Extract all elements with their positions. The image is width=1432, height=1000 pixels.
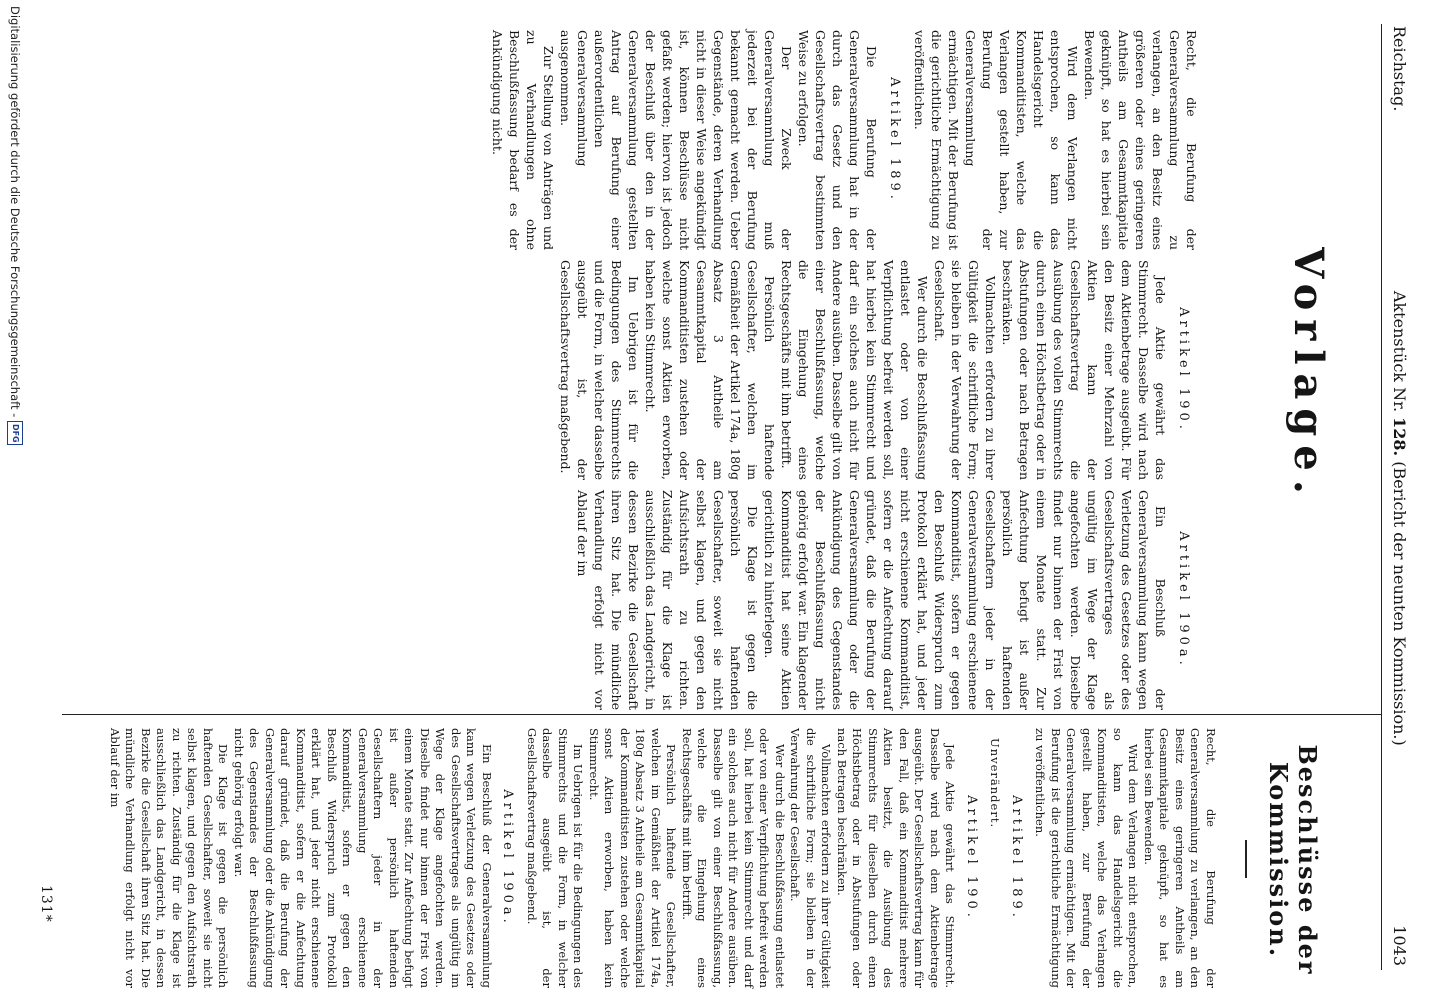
text-column-3 bbox=[574, 490, 1200, 710]
paragraph: Persönlich haftende Gesellschafter, welchen im Gemäßheit der Artikel 174a, 180g Absatz 3 Antheile am Gesammtkapital der Kommanditisten zustehen oder welche sonst Aktien erworben, haben kein Stimmrecht. bbox=[587, 728, 679, 988]
paragraph: Wer durch die Beschlußfassung entlastet oder von einer Verpflichtung befreit werden soll, hat hierbei kein Stimmrecht und darf ein solches auch nicht für Andere ausüben. Dasselbe gilt von einer Beschlußfassung, welche die Eingehung eines Rechtsgeschäfts mit ihm betrifft. bbox=[779, 260, 930, 480]
paragraph: Die Klage ist gegen die persönlich haftenden Gesellschafter, soweit sie nicht selbst klagen, und gegen den Aufsichtsrath zu richten. Zuständig für die Klage ist ausschließlich das Landgericht, in dessen Bezirke die Gesellschaft ihren Sitz hat. Die mündliche Verhandlung erfolgt nicht vor Ablauf der im bbox=[108, 728, 231, 988]
header-left: Reichstag. bbox=[1390, 26, 1410, 112]
column-divider bbox=[62, 714, 1382, 715]
article-heading: Artikel 190a. bbox=[500, 789, 516, 927]
page-number: 1043 bbox=[1390, 925, 1410, 966]
heading-rule bbox=[1245, 840, 1247, 878]
paragraph: Recht, die Berufung der Generalversammlung zu verlangen, an den Besitz eines geringeren Antheils am Gesammtkapitale geknüpft, so hat es hierbei sein Bewenden. bbox=[1142, 728, 1218, 988]
text-column-2 bbox=[557, 260, 1200, 480]
paragraph: Jede Aktie gewährt das Stimmrecht. Dasselbe wird nach dem Aktienbetrage ausgeübt. Der Gesellschaftsvertrag kann für den Fall, daß ein Kommanditist mehrere Aktien besitzt, die Ausübung des Stimmrechts für dieselben durch einen Höchstbetrag oder in Abstufungen oder nach Betragen beschränken. bbox=[835, 728, 958, 988]
credit-text: Digitalisierung gefördert durch die Deutsche Forschungsgemeinschaft - bbox=[8, 6, 22, 418]
paragraph: Persönlich haftende Gesellschafter, welchen im Gemäßheit der Artikel 174a, 180g Absatz 3 Antheile am Gesammtkapital der Kommanditisten zustehen oder welche sonst Aktien erworben, haben kein Stimmrecht. bbox=[643, 260, 777, 480]
text-column-1 bbox=[489, 30, 1200, 250]
text-column-4 bbox=[107, 728, 1219, 988]
paragraph: Recht, die Berufung der Generalversammlung zu verlangen, an den Besitz eines größeren oder eines geringeren Antheils am Gesammtkapitale geknüpft, so hat es hierbei sein Bewenden. bbox=[1082, 30, 1199, 250]
paragraph: Wird dem Verlangen nicht entsprochen, so kann das Handelsgericht die Kommanditisten, welche das Verlangen gestellt haben, zur Berufung der Generalversammlung ermächtigen. Mit der Berufung ist die gerichtliche Ermächtigung zu veröffentlichen. bbox=[1033, 728, 1141, 988]
header-right-prefix: (Bericht der neunten Kommission.) bbox=[1390, 461, 1410, 746]
header-center bbox=[1391, 291, 1410, 746]
article-heading: Artikel 189. bbox=[887, 77, 902, 203]
article-heading: Artikel 189. bbox=[1009, 795, 1024, 921]
paragraph: Die Klage ist gegen die persönlich haftenden Gesellschafter, soweit sie nicht selbst klagen, und gegen den Aufsichtsrath zu richten. Zuständig für die Klage ist ausschließlich das Landgericht, in dessen Bezirke die Gesellschaft ihren Sitz hat. Die mündliche Verhandlung erfolgt nicht vor Ablauf der im bbox=[575, 490, 760, 710]
running-header bbox=[1388, 26, 1412, 966]
unchanged-note: Unverändert. bbox=[988, 738, 1003, 829]
header-center-prefix: Aktenstück Nr. bbox=[1390, 290, 1410, 413]
digitization-credit bbox=[6, 6, 24, 706]
header-center-number: 128. bbox=[1390, 417, 1410, 457]
paragraph: Zur Stellung von Anträgen und zu Verhandlungen ohne Beschlußfassung bedarf es der Ankündigung nicht. bbox=[490, 30, 556, 250]
article-heading: Artikel 190a. bbox=[1176, 531, 1191, 669]
paragraph: Jede Aktie gewährt das Stimmrecht. Dasselbe wird nach dem Aktienbetrage ausgeübt. Für den Besitz einer Mehrzahl von Aktien kann der Gesellschaftsvertrag die Ausübung des vollen Stimmrechts durch einen Höchstbetrag oder in Abstufungen oder nach Betragen beschränken. bbox=[1000, 260, 1168, 480]
heading-vorlage: Vorlage. bbox=[1285, 247, 1332, 503]
paragraph: Vollmachten erfordern zu ihrer Gültigkeit die schriftliche Form; sie bleiben in der Verwahrung der Gesellschaft. bbox=[932, 260, 998, 480]
paragraph: Ein Beschluß der Generalversammlung kann wegen Verletzung des Gesetzes oder des Gesellschaftsvertrages als ungültig im Wege der Klage angefochten werden. Dieselbe findet nur binnen der Frist von einem Monate statt. Zur Anfechtung befugt ist außer persönlich haftenden Gesellschaftern jeder in der Generalversammlung erschienene Kommanditist, sofern er gegen den Beschluß Widerspruch zum Protokoll erklärt hat, und jeder nicht erschienene Kommanditist, sofern er die Anfechtung darauf gründet, daß die Berufung der Generalversammlung oder die Ankündigung des Gegenstandes der Beschlußfassung nicht gehörig erfolgt war. bbox=[232, 728, 494, 988]
paragraph: Im Uebrigen ist für die Bedingungen des Stimmrechts und die Form, in welcher dasselbe ausgeübt ist, der Gesellschaftsvertrag maßgebend. bbox=[558, 260, 641, 480]
paragraph: Wer durch die Beschlußfassung entlastet oder von einer Verpflichtung befreit werden soll, hat hierbei kein Stimmrecht und darf ein solches auch nicht für Andere ausüben. Dasselbe gilt von einer Beschlußfassung, welche die Eingehung eines Rechtsgeschäfts mit ihm betrifft. bbox=[680, 728, 787, 988]
article-heading: Artikel 190. bbox=[964, 795, 979, 921]
dfg-logo-icon: DFG bbox=[7, 421, 23, 445]
paragraph: Wird dem Verlangen nicht entsprochen, so kann das Handelsgericht die Kommanditisten, welche das Verlangen gestellt haben, zur Berufung der Generalversammlung ermächtigen. Mit der Berufung ist die gerichtliche Ermächtigung zu veröffentlichen. bbox=[912, 30, 1080, 250]
signature-number: 131* bbox=[38, 885, 54, 923]
heading-beschluesse: Beschlüsse der Kommission. bbox=[1264, 744, 1322, 976]
paragraph: Die Berufung der Generalversammlung hat in der durch das Gesetz und den Gesellschaftsvertrag bestimmten Weise zu erfolgen. bbox=[796, 30, 879, 250]
article-heading: Artikel 190. bbox=[1176, 307, 1191, 433]
paragraph: Im Uebrigen ist für die Bedingungen des Stimmrechts und die Form, in welcher dasselbe ausgeübt ist, der Gesellschaftsvertrag maßgebend. bbox=[525, 728, 586, 988]
header-rule bbox=[1381, 24, 1382, 970]
paragraph: Ein Beschluß der Generalversammlung kann wegen Verletzung des Gesetzes oder des Gesellschaftsvertrages als ungültig im Wege der Klage angefochten werden. Dieselbe findet nur binnen der Frist von einem Monate statt. Zur Anfechtung befugt ist außer persönlich haftenden Gesellschaftern jeder in der Generalversammlung erschienene Kommanditist, sofern er gegen den Beschluß Widerspruch zum Protokoll erklärt hat, und jeder nicht erschienene Kommanditist, sofern er die Anfechtung darauf gründet, daß die Berufung der Generalversammlung oder die Ankündigung des Gegenstandes der Beschlußfassung nicht gehörig erfolgt war. Ein klagender Kommanditist hat seine Aktien gerichtlich zu hinterlegen. bbox=[762, 490, 1168, 710]
paragraph: Vollmachten erfordern zu ihrer Gültigkeit die schriftliche Form; sie bleiben in der Verwahrung der Gesellschaft. bbox=[788, 728, 834, 988]
paragraph: Der Zweck der Generalversammlung muß jederzeit bei der Berufung bekannt gemacht werden. Ueber Gegenstände, deren Verhandlung nicht in dieser Weise angekündigt ist, können Beschlüsse nicht gefaßt werden; hiervon ist jedoch der Beschluß über den in der Generalversammlung gestellten Antrag auf Berufung einer außerordentlichen Generalversammlung ausgenommen. bbox=[558, 30, 794, 250]
